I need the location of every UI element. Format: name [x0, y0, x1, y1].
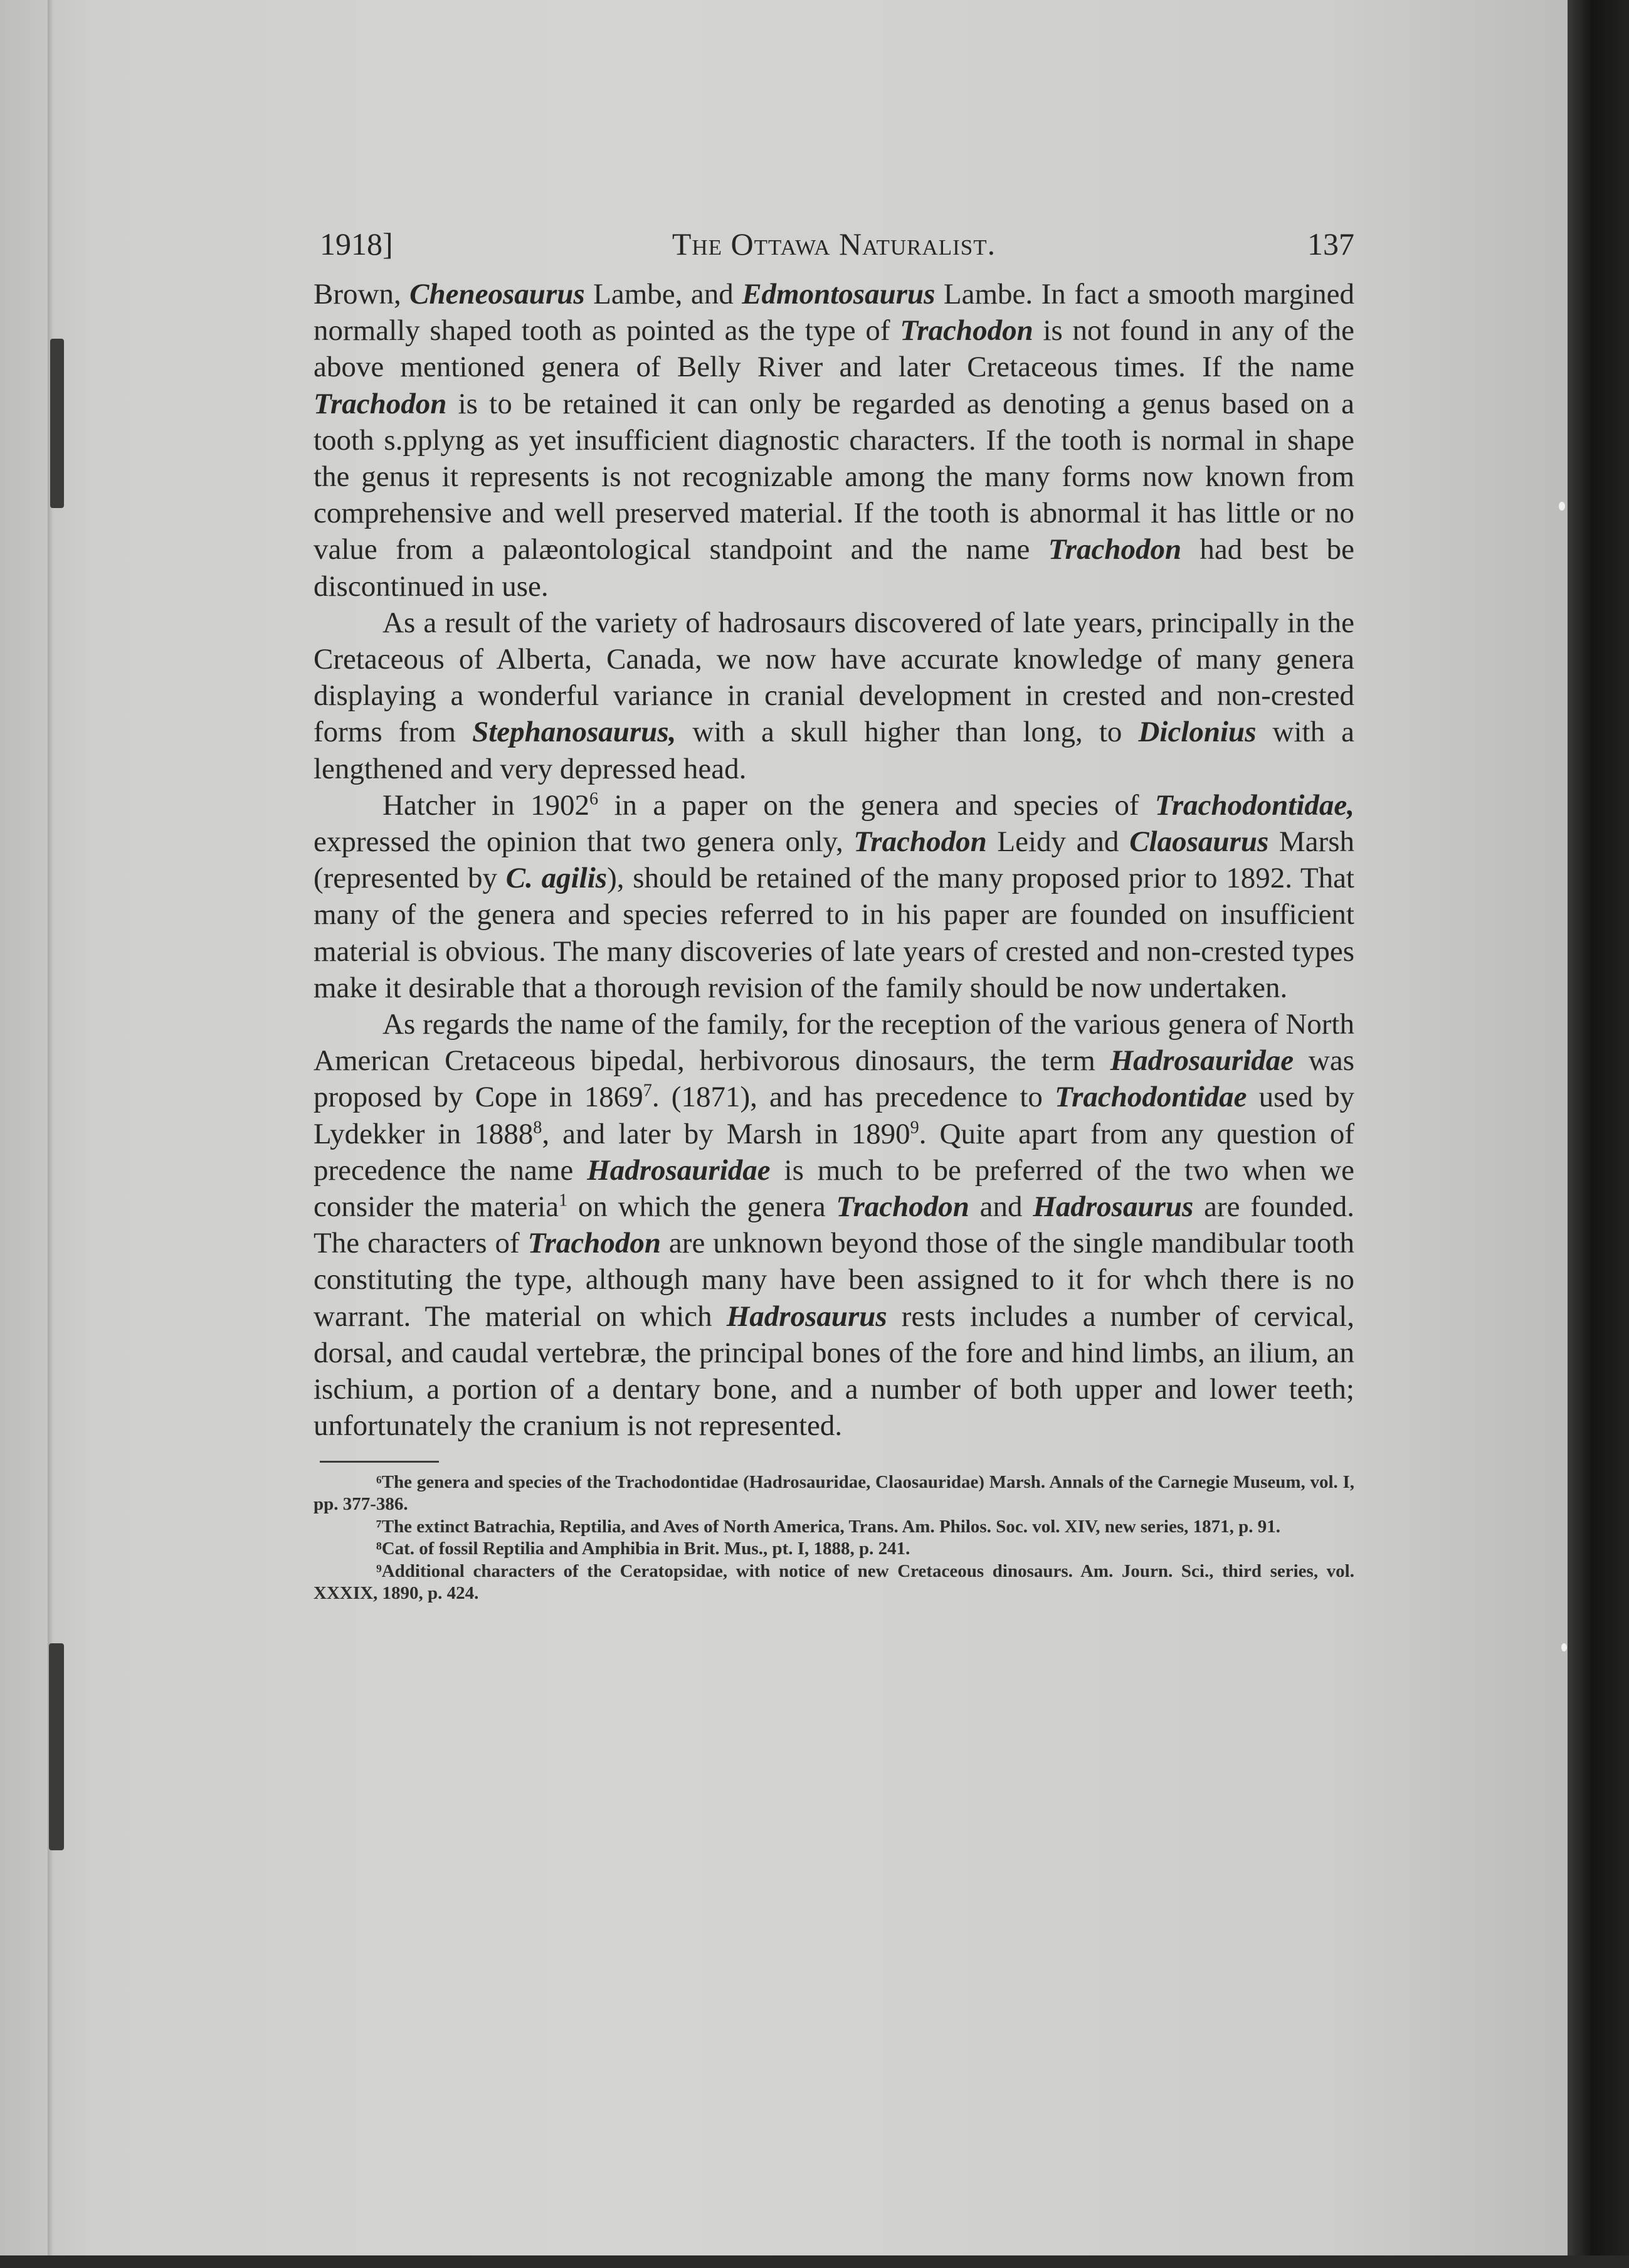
binding-mark-bottom: [49, 1643, 64, 1850]
footnote-marker: 6: [589, 789, 599, 809]
footnote-marker: 7: [643, 1081, 652, 1101]
italic-term: Stephanosaurus,: [472, 716, 677, 749]
paragraph: Hatcher in 1902$^6$ in a paper on the genera and species of Trachodontidae, expressed the opinion that two genera only, Trachodon Leidy and Claosaurus Marsh (represented by C. agilis), should be retained of the many proposed prior to 1892. That many of the genera and species referred to in his paper are founded on insufficient material is obvious. The many discoveries of late years of crested and non-crested types make it desirable that a thorough revision of the family should be now undertaken.: [314, 788, 1354, 1004]
italic-term: Hadrosaurus: [1033, 1190, 1194, 1224]
italic-term: Trachodon: [900, 314, 1033, 347]
italic-term: Trachodon: [853, 825, 987, 859]
header-year: 1918]: [320, 226, 393, 262]
italic-term: Claosaurus: [1129, 825, 1269, 859]
footnote-7: ⁷The extinct Batrachia, Reptilia, and Aves of North America, Trans. Am. Philos. Soc. vol. XIV, new series, 1871, p. 91.: [376, 1516, 1281, 1537]
italic-term: Hadrosaurus: [726, 1300, 887, 1333]
journal-title: The Ottawa Naturalist.: [672, 226, 996, 262]
italic-term: Cheneosaurus: [409, 278, 585, 310]
page-edge-shadow: [1568, 0, 1629, 2268]
footnote-marker: 8: [533, 1118, 542, 1138]
italic-term: Trachodontidae: [1055, 1081, 1247, 1114]
dust-speck: [1561, 1643, 1567, 1651]
italic-term: Trachodon: [314, 387, 447, 420]
paragraph: As a result of the variety of hadrosaurs discovered of late years, principally in the Cretaceous of Alberta, Canada, we now have accurate knowledge of many genera displaying a wonderful variance in cranial development in crested and non-crested forms from Stephanosaurus, with a skull higher than long, to Diclonius with a lengthened and very depressed head.: [314, 606, 1354, 785]
footnote-8: ⁸Cat. of fossil Reptilia and Amphibia in Brit. Mus., pt. I, 1888, p. 241.: [376, 1539, 910, 1559]
italic-term: Trachodontidae,: [1154, 788, 1354, 822]
footnote-marker: 1: [559, 1190, 568, 1211]
italic-term: Trachodon: [527, 1227, 661, 1260]
italic-term: Trachodon: [836, 1190, 969, 1224]
footnote-6: ⁶The genera and species of the Trachodontidae (Hadrosauridae, Claosauridae) Marsh. Annals of the Carnegie Museum, vol. I, pp. 377-386.: [314, 1471, 1354, 1514]
paragraph: Brown, Cheneosaurus Lambe, and Edmontosaurus Lambe. In fact a smooth margined normally shaped tooth as pointed as the type of Trachodon is not found in any of the above mentioned genera of Belly River and later Cretaceous times. If the name Trachodon is to be retained it can only be regarded as denoting a genus based on a tooth s.pplyng as yet insufficient diagnostic characters. If the tooth is normal in shape the genus it represents is not recognizable among the many forms now known from comprehensive and well preserved material. If the tooth is abnormal it has little or no value from a palæontological standpoint and the name Trachodon had best be discontinued in use.: [314, 278, 1355, 603]
footnote-9: ⁹Additional characters of the Ceratopsidae, with notice of new Cretaceous dinosaurs. Am. Journ. Sci., third series, vol. XXXIX, 1890, p. 424.: [314, 1561, 1354, 1603]
footnote-rule: [320, 1461, 439, 1463]
footnote-marker: 9: [910, 1118, 919, 1138]
italic-term: Trachodon: [1048, 533, 1182, 566]
italic-term: C. agilis: [505, 862, 608, 895]
italic-term: Diclonius: [1138, 716, 1257, 749]
binding-mark-top: [50, 339, 64, 508]
dust-speck: [1559, 502, 1565, 511]
page-content: [314, 226, 1354, 1605]
italic-term: Hadrosauridae: [1110, 1044, 1294, 1078]
italic-term: Edmontosaurus: [742, 278, 936, 310]
running-head: [314, 226, 1354, 276]
paragraph: As regards the name of the family, for the reception of the various genera of North American Cretaceous bipedal, herbivorous dinosaurs, the term Hadrosauridae was proposed by Cope in 1869$^7$. (1871), and has precedence to Trachodontidae used by Lydekker in 1888$^8$, and later by Marsh in 1890$^9$. Quite apart from any question of precedence the name Hadrosauridae is much to be preferred of the two when we consider the materia$^1$ on which the genera Trachodon and Hadrosaurus are founded. The characters of Trachodon are unknown beyond those of the single mandibular tooth constituting the type, although many have been assigned to it for whch there is no warrant. The material on which Hadrosaurus rests includes a number of cervical, dorsal, and caudal vertebræ, the principal bones of the fore and hind limbs, an ilium, an ischium, a portion of a dentary bone, and a number of both upper and lower teeth; unfortunately the cranium is not represented.: [314, 1008, 1355, 1443]
footnotes: [314, 1471, 1354, 1605]
body-text: [314, 276, 1354, 1444]
page-number: 137: [1307, 226, 1354, 262]
page-bottom-edge: [0, 2255, 1629, 2268]
italic-term: Hadrosauridae: [587, 1153, 771, 1187]
